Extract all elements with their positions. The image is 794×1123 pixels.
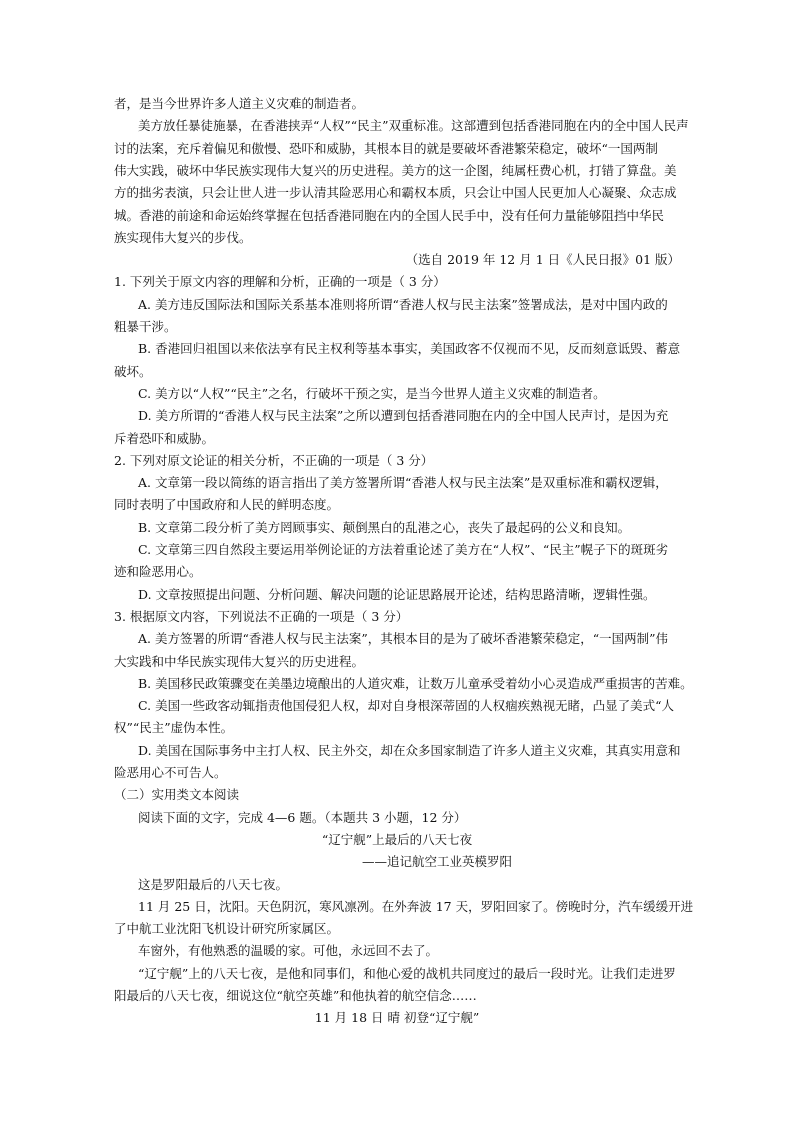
lines-14: D. 美方所谓的“香港人权与民主法案”之所以遭到包括香港同胞在内的全中国人民声讨，是因为充 bbox=[138, 408, 669, 424]
lines-12: 破坏。 bbox=[114, 363, 152, 379]
lines-0: 者，是当今世界许多人道主义灾难的制造者。 bbox=[114, 96, 365, 111]
lines-23: 3. 根据原文内容，下列说法不正确的一项是（ 3 分） bbox=[114, 608, 409, 624]
lines-5: 城。香港的前途和命运始终掌握在包括香港同胞在内的全国人民手中，没有任何力量能够阻挡中华民 bbox=[114, 207, 665, 223]
lines-9: A. 美方违反国际法和国际关系基本准则将所谓“香港人权与民主法案”签署成法，是对中国内政的 bbox=[138, 296, 668, 312]
lines-20: C. 文章第三四自然段主要运用举例论证的方法着重论述了美方在“人权”、“民主”幌子下的斑斑劣 bbox=[138, 542, 669, 557]
lines-11: B. 香港回归祖国以来依法享有民主权利等基本事实，美国政客不仅视而不见，反而刻意诋毁、蓄意 bbox=[138, 341, 681, 357]
lines-19: B. 文章第二段分析了美方罔顾事实、颠倒黑白的乱港之心，丧失了最起码的公义和良知。 bbox=[138, 519, 631, 535]
lines-29: D. 美国在国际事务中主打人权、民主外交，却在众多国家制造了许多人道主义灾难，其真实用意和 bbox=[138, 742, 681, 758]
lines-17: A. 文章第一段以简练的语言指出了美方签署所谓“香港人权与民主法案”是双重标准和霸权逻辑， bbox=[138, 475, 668, 491]
lines-13: C. 美方以“人权”“民主”之名，行破坏干预之实，是当今世界人道主义灾难的制造者。 bbox=[138, 385, 606, 401]
lines-8: 1. 下列关于原文内容的理解和分析，正确的一项是（ 3 分） bbox=[114, 274, 446, 290]
lines-18: 同时表明了中国政府和人民的鲜明态度。 bbox=[114, 497, 340, 513]
lines-4: 方的拙劣表演，只会让世人进一步认清其险恶用心和霸权本质，只会让中国人民更加人心凝聚、众志成 bbox=[114, 185, 677, 201]
lines-22: D. 文章按照提出问题、分析问题、解决问题的论证思路展开论述，结构思路清晰，逻辑性强。 bbox=[138, 586, 656, 602]
lines-2: 讨的法案，充斥着偏见和傲慢、恐吓和威胁，其根本目的就是要破坏香港繁荣稳定，破坏“一国两制 bbox=[114, 140, 658, 156]
lines-25: 大实践和中华民族实现伟大复兴的历史进程。 bbox=[114, 653, 365, 669]
lines-1: 美方放任暴徒施暴，在香港挟弄“人权”“民主”双重标准。这部遭到包括香港同胞在内的全中国人民声 bbox=[138, 118, 689, 134]
lines2-5: 阳最后的八天七夜，细说这位“航空英雄”和他执着的航空信念…… bbox=[114, 988, 477, 1003]
lines-27: C. 美国一些政客动辄指责他国侵犯人权，却对自身根深蒂固的人权痼疾熟视无睹，凸显了美式“人 bbox=[138, 698, 674, 714]
lines2-2: 了中航工业沈阳飞机设计研究所家属区。 bbox=[114, 921, 340, 937]
lines-32: 阅读下面的文字，完成 4—6 题。（本题共 3 小题，12 分） bbox=[138, 809, 467, 825]
lines-3: 伟大实践，破坏中华民族实现伟大复兴的历史进程。美方的这一企图，纯属枉费心机，打错了算盘。美 bbox=[114, 162, 677, 178]
section-heading: 11 月 18 日 晴 初登“辽宁舰” bbox=[314, 1010, 480, 1026]
lines-26: B. 美国移民政策骤变在美墨边境酿出的人道灾难，让数万儿童承受着幼小心灵造成严重损害的苦难。 bbox=[138, 675, 693, 691]
lines-16: 2. 下列对原文论证的相关分析，不正确的一项是（ 3 分） bbox=[114, 452, 434, 468]
lines-31: （二）实用类文本阅读 bbox=[114, 787, 240, 803]
lines-30: 险恶用心不可告人。 bbox=[114, 765, 227, 780]
lines2-0: 这是罗阳最后的八天七夜。 bbox=[138, 876, 289, 892]
lines-15: 斥着恐吓和威胁。 bbox=[114, 430, 215, 446]
lines-24: A. 美方签署的所谓“香港人权与民主法案”，其根本目的是为了破坏香港繁荣稳定，“一国两制”伟 bbox=[138, 631, 669, 647]
lines-7: （选自 2019 年 12 月 1 日《人民日报》01 版） bbox=[405, 252, 680, 268]
lines2-3: 车窗外，有他熟悉的温暖的家。可他，永远回不去了。 bbox=[138, 943, 439, 959]
lines-10: 粗暴干涉。 bbox=[114, 319, 177, 334]
lines2-4: “辽宁舰”上的八天七夜，是他和同事们，和他心爱的战机共同度过的最后一段时光。让我们走进罗 bbox=[138, 965, 676, 981]
lines-28: 权”“民主”虚伪本性。 bbox=[114, 720, 234, 736]
lines2-1: 11 月 25 日，沈阳。天色阴沉，寒风凛冽。在外奔波 17 天，罗阳回家了。傍晚时分，汽车缓缓开进 bbox=[138, 898, 694, 914]
lines-6: 族实现伟大复兴的步伐。 bbox=[114, 229, 252, 245]
article-subtitle: ——追记航空工业英模罗阳 bbox=[361, 854, 512, 870]
lines-21: 迹和险恶用心。 bbox=[114, 564, 202, 580]
article-title: “辽宁舰”上最后的八天七夜 bbox=[321, 831, 473, 847]
